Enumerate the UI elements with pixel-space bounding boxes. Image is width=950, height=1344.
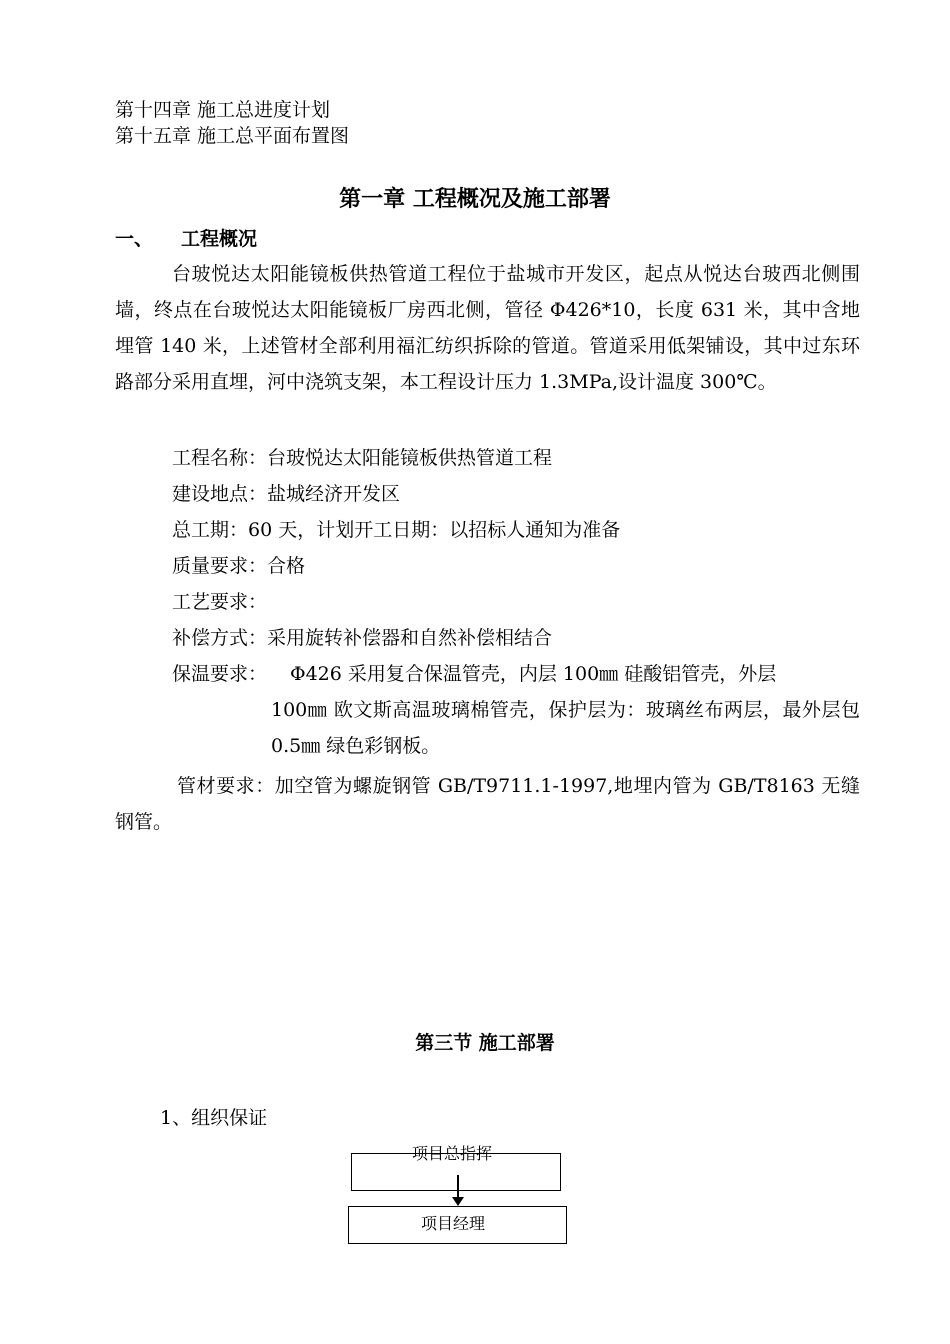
org-heading: 1、组织保证 — [160, 1107, 268, 1129]
compensation-line: 补偿方式：采用旋转补偿器和自然补偿相结合 — [172, 627, 553, 649]
toc-line-14: 第十四章 施工总进度计划 — [115, 99, 331, 121]
overview-paragraph: 台玻悦达太阳能镜板供热管道工程位于盐城市开发区，起点从悦达台玻西北侧围墙，终点在台玻悦达太阳能镜板厂房西北侧，管径 Φ426*10，长度 631 米，其中含地埋管 140 米，上述管材全部利用福汇纺织拆除的管道。管道采用低架铺设，其中过东环路部分采用直埋，河中浇筑支架，本工程设计压力 1.3MPa,设计温度 300℃。 — [115, 263, 860, 393]
insulation-continuation: 100㎜ 欧文斯高温玻璃棉管壳，保护层为：玻璃丝布两层，最外层包 0.5㎜ 绿色彩钢板。 — [271, 699, 860, 757]
org-box-manager-label: 项目经理 — [421, 1214, 486, 1233]
subsection-title: 第三节 施工部署 — [415, 1032, 555, 1054]
toc-line-15: 第十五章 施工总平面布置图 — [115, 125, 350, 147]
location-line: 建设地点：盐城经济开发区 — [172, 483, 401, 505]
insulation-line-1: Φ426 采用复合保温管壳，内层 100㎜ 硅酸铝管壳，外层 — [290, 663, 777, 685]
duration-line: 总工期：60 天，计划开工日期：以招标人通知为准备 — [172, 519, 621, 541]
section-heading — [115, 224, 257, 254]
quality-line: 质量要求：合格 — [172, 555, 306, 577]
project-name-line: 工程名称：台玻悦达太阳能镜板供热管道工程 — [172, 447, 553, 469]
insulation-label: 保温要求： — [172, 663, 268, 685]
section-title: 工程概况 — [181, 228, 258, 250]
process-line: 工艺要求： — [172, 591, 268, 613]
arrow-down-icon — [452, 1197, 464, 1206]
org-box-commander-label: 项目总指挥 — [412, 1144, 493, 1163]
chapter-title: 第一章 工程概况及施工部署 — [339, 187, 611, 212]
org-arrow-line — [457, 1175, 459, 1199]
pipe-material-paragraph: 管材要求：加空管为螺旋钢管 GB/T9711.1-1997,地埋内管为 GB/T8163 无缝钢管。 — [115, 775, 860, 833]
section-number: 一、 — [115, 228, 154, 250]
